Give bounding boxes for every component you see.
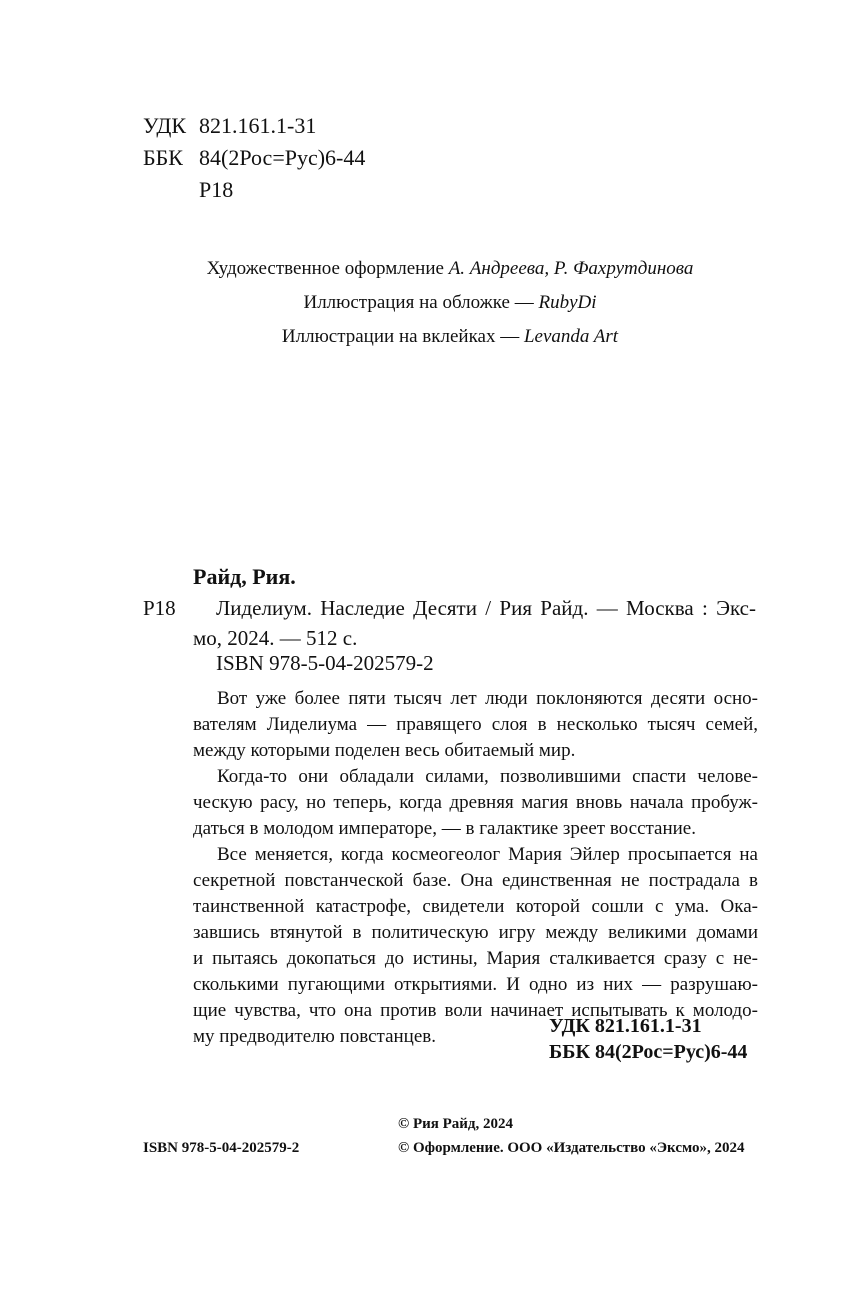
bbk-line [143,142,365,174]
credit-design-label: Художественное оформление [206,258,449,279]
end-bbk: ББК 84(2Рос=Рус)6-44 [549,1041,748,1063]
annotation-p1-line: между которыми поделен весь обитаемый мир. [193,740,576,761]
credit-cover-name: RubyDi [538,292,597,313]
catalog-title-line2: мо, 2024. — 512 с. [193,626,358,650]
annotation-p2-line: Когда-то они обладали силами, позволившими спасти челове- [217,766,758,787]
annotation-p3-line: Все меняется, когда космеогеолог Мария Эйлер просыпается на [217,844,758,865]
credit-cover-label: Иллюстрация на обложке — [303,292,539,313]
credit-inserts-label: Иллюстрации на вклейках — [281,326,524,347]
annotation-p3-line: сколькими пугающими открытиями. И одно из них — разрушаю- [193,974,758,995]
author-mark: Р18 [199,177,234,202]
annotation-p2-line: даться в молодом императоре, — в галактике зреет восстание. [193,818,696,839]
annotation-p1-line: вателям Лиделиума — правящего слоя в несколько тысяч семей, [193,714,758,735]
catalog-isbn: ISBN 978-5-04-202579-2 [216,651,434,675]
catalog-mark: Р18 [143,596,176,620]
udk-value: 821.161.1-31 [199,113,317,138]
credit-inserts-name: Levanda Art [523,326,619,347]
footer-isbn: ISBN 978-5-04-202579-2 [143,1140,300,1156]
annotation-p3-line: секретной повстанческой базе. Она единственная не пострадала в [193,870,758,891]
credit-design-name: А. Андреева, Р. Фахрутдинова [448,258,694,279]
udk-line [143,110,316,142]
udk-label: УДК [143,113,187,138]
annotation-p2-line: ческую расу, но теперь, когда древняя магия вновь начала пробуж- [193,792,758,813]
bbk-label: ББК [143,145,183,170]
catalog-author: Райд, Рия. [193,564,296,589]
annotation-p3-line: му предводителю повстанцев. [193,1026,437,1047]
annotation-p3-line: и пытаясь докопаться до истины, Мария сталкивается сразу с не- [193,948,758,969]
annotation-p1-line: Вот уже более пяти тысяч лет люди поклоняются десяти осно- [217,688,758,709]
credit-inserts [28,326,844,348]
annotation-p3-line: щие чувства, что она против воли начинает испытывать к молодо- [193,1000,758,1021]
footer-copyright-author: © Рия Райд, 2024 [398,1116,514,1132]
annotation [193,686,758,1050]
credit-design [28,258,844,280]
footer-copyright-design: © Оформление. ООО «Издательство «Эксмо», 2024 [398,1140,745,1156]
credit-cover [28,292,844,314]
annotation-p3-line: таинственной катастрофе, свидетели которой сошли с ума. Ока- [193,896,758,917]
bbk-value: 84(2Рос=Рус)6-44 [199,145,366,170]
end-udk: УДК 821.161.1-31 [549,1015,702,1037]
catalog-title-line1: Лиделиум. Наследие Десяти / Рия Райд. — Москва : Экс- [216,596,756,620]
annotation-p3-line: завшись втянутой в политическую игру между великими домами [193,922,758,943]
